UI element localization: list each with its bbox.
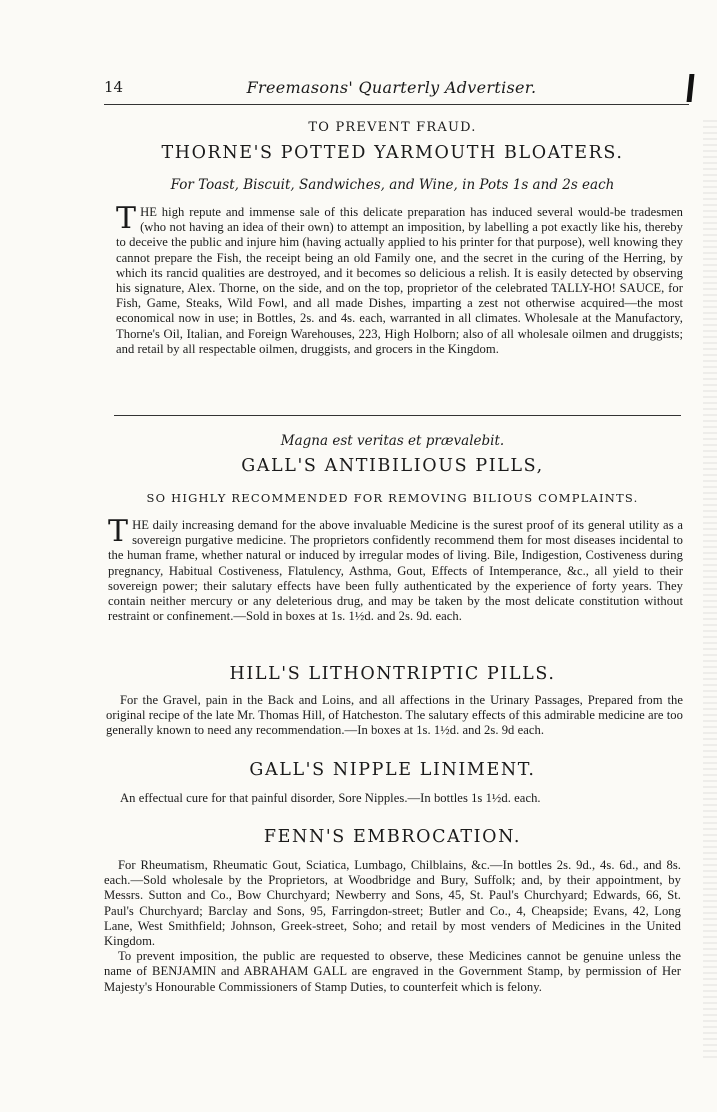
ad1-subtitle: For Toast, Biscuit, Sandwiches, and Wine, in Pots 1s and 2s each	[170, 177, 615, 193]
ad1-body	[116, 201, 683, 357]
ad1-title: THORNE'S POTTED YARMOUTH BLOATERS.	[161, 143, 624, 163]
ad3-title: HILL'S LITHONTRIPTIC PILLS.	[229, 664, 556, 684]
ad4-body	[106, 791, 683, 806]
ad5-body	[104, 858, 681, 995]
ad2-body	[108, 514, 683, 624]
header-rule	[104, 104, 689, 105]
ad4-text: An effectual cure for that painful disorder, Sore Nipples.—In bottles 1s 1½d. each.	[120, 791, 541, 805]
ad1-kicker: TO PREVENT FRAUD.	[308, 120, 477, 135]
ad2-text: HE daily increasing demand for the above invaluable Medicine is the surest proof of its general utility as a sovereign purgative medicine. The proprietors confidently recommend them for most diseases incidental to the human frame, whether natural or induced by irregular modes of living. Bile, Indigestion, Costiveness during pregnancy, Habitual Costiveness, Flatulency, Asthma, Gout, Effects of Intemperance, &c., all yield to their sovereign power; their salutary effects have been fully authenticated by the experience of forty years. They contain neither mercury or any deleterious drug, and may be taken by the most delicate constitution without restraint or confinement.—Sold in boxes at 1s. 1½d. and 2s. 9d. each.	[108, 518, 683, 624]
ad3-body	[106, 693, 683, 739]
ink-mark	[687, 74, 695, 102]
ad5-text-2: To prevent imposition, the public are requested to observe, these Medicines cannot be genuine unless the name of BENJAMIN and ABRAHAM GALL are engraved in the Government Stamp, by permission of Her Majesty's Honourable Commissioners of Stamp Duties, to counterfeit which is felony.	[104, 949, 681, 994]
ad2-subtitle: SO HIGHLY RECOMMENDED FOR REMOVING BILIOUS COMPLAINTS.	[146, 491, 639, 505]
ad3-text: For the Gravel, pain in the Back and Loins, and all affections in the Urinary Passages, Prepared from the original recipe of the late Mr. Thomas Hill, of Hatcheston. The salutary effects of this admirable medicine are too generally known to need any recommendation.—In boxes at 1s. 1½d. and 2s. 9d each.	[106, 693, 683, 738]
page-edge-shadow	[703, 120, 717, 1060]
ad1-drop-cap: T	[116, 201, 137, 236]
ad5-title: FENN'S EMBROCATION.	[263, 827, 522, 847]
section-rule	[114, 415, 681, 416]
ad5-text-1: For Rheumatism, Rheumatic Gout, Sciatica, Lumbago, Chilblains, &c.—In bottles 2s. 9d., 4s. 6d., and 8s. each.—Sold wholesale by the Proprietors, at Woodbridge and Bury, Suffolk; and, by their appointment, by Messrs. Sutton and Co., Bow Churchyard; Newberry and Sons, 45, St. Paul's Churchyard; Edwards, 66, St. Paul's Churchyard; Barclay and Sons, 95, Farringdon-street; Butler and Co., 4, Cheapside; Evans, 42, Long Lane, West Smithfield; Johnson, Greek-street, Soho; and retail by most venders of Medicines in the United Kingdom.	[104, 858, 681, 949]
running-title: Freemasons' Quarterly Advertiser.	[246, 78, 537, 97]
ad2-motto: Magna est veritas et prævalebit.	[280, 433, 505, 449]
ad4-title: GALL'S NIPPLE LINIMENT.	[249, 760, 536, 780]
ad1-text: HE high repute and immense sale of this delicate preparation has induced several would-be tradesmen (who not having an idea of their own) to attempt an imposition, by labelling a pot exactly like his, thereby to deceive the public and injure him (having actually applied to his printer for that purpose), well knowing they cannot prepare the Fish, the receipt being an old Family one, and the secret in the curing of the Herring, by which its rancid qualities are destroyed, and it becomes so delicious a relish. It is easily detected by observing his signature, Alex. Thorne, on the side, and on the top, proprietor of the celebrated TALLY-HO! SAUCE, for Fish, Game, Steaks, Wild Fowl, and all made Dishes, imparting a zest not otherwise acquired—the most economical now in use; in Bottles, 2s. and 4s. each, warranted in all climates. Wholesale at the Manufactory, Thorne's Oil, Italian, and Foreign Warehouses, 223, High Holborn; also of all wholesale oilmen and druggists; and retail by all respectable oilmen, druggists, and grocers in the Kingdom.	[116, 205, 683, 356]
page-header	[104, 78, 679, 100]
page-number: 14	[104, 78, 124, 96]
ad2-drop-cap: T	[108, 514, 129, 549]
ad2-title: GALL'S ANTIBILIOUS PILLS,	[241, 456, 544, 476]
